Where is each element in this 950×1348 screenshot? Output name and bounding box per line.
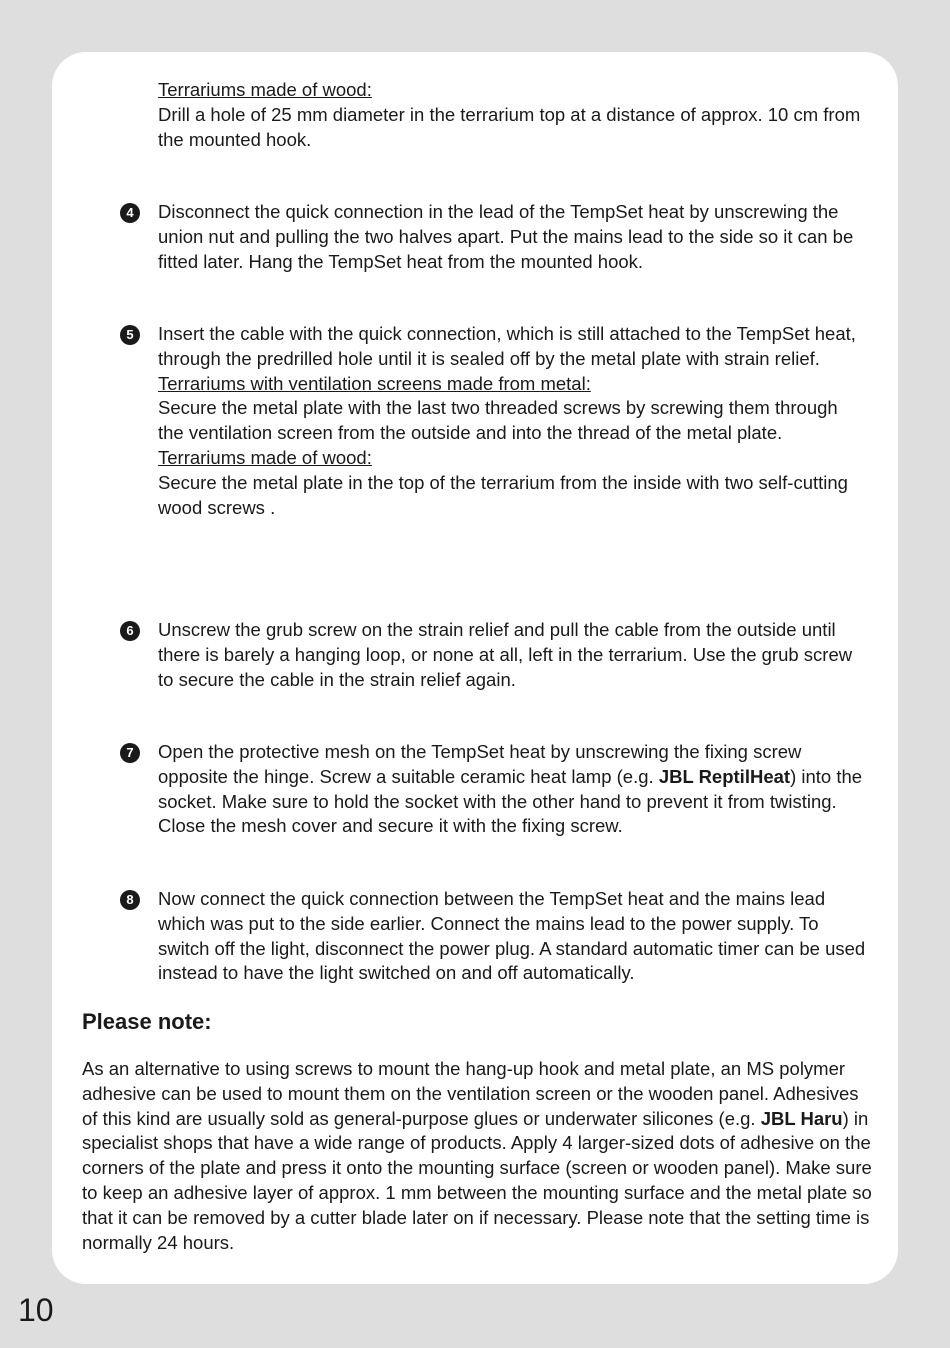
step-6-text: Unscrew the grub screw on the strain relief and pull the cable from the outside until there is barely a hanging loop, or none at all, left in the terrarium. Use the grub screw to secure the cable in the strain relief again. [158,619,853,690]
step-4-text: Disconnect the quick connection in the lead of the TempSet heat by unscrewing the union nut and pulling the two halves apart. Put the mains lead to the side so it can be fitted later. Hang the TempSet heat from the mounted hook. [158,201,854,272]
step-8-text: Now connect the quick connection between the TempSet heat and the mains lead which was put to the side earlier. Connect the mains lead to the power supply. To switch off the light, disconnect the power plug. A standard automatic timer can be used instead to have the light switched on and off automatically. [158,888,866,984]
step-5-metal-heading: Terrariums with ventilation screens made from metal: [158,372,591,394]
step-6 [126,618,868,692]
step-7-text-a: Open the protective mesh on the TempSet heat by unscrewing the fixing screw opposite the hinge. Screw a suitable ceramic heat lamp (e.g. [158,741,802,787]
step-wood-heading: Terrariums made of wood: [158,79,372,100]
page-number: 10 [18,1292,54,1328]
step-number-badge: 6 [120,621,140,641]
step-5-text: Insert the cable with the quick connection, which is still attached to the TempSet heat, through the predrilled hole until it is sealed off by the metal plate with strain relief. [158,323,856,369]
product-name-reptilheat: JBL ReptilHeat [658,765,791,787]
step-7-text-b: ) into the socket. Make sure to hold the socket with the other hand to prevent it from twisting. Close the mesh cover and secure it with the fixing screw. [158,765,863,837]
step-wood-block [158,78,868,152]
step-number-badge: 4 [120,203,140,223]
step-4 [126,200,868,274]
step-5-wood-heading: Terrariums made of wood: [158,446,372,468]
step-number-badge: 8 [120,890,140,910]
step-7 [126,740,868,839]
step-8 [126,887,868,986]
step-5 [126,322,868,520]
note-body [82,1057,872,1255]
note-title: Please note: [82,1009,212,1034]
step-number-badge: 5 [120,325,140,345]
step-7-text [158,740,868,839]
step-5-metal-text: Secure the metal plate with the last two threaded screws by screwing them through the ventilation screen from the outside and into the thread of the metal plate. [158,397,838,444]
note-text-b: ) in specialist shops that have a wide range of products. Apply 4 larger-sized dots of adhesive on the corners of the plate and press it onto the mounting surface (screen or wooden panel). Make sure to keep an adhesive layer of approx. 1 mm between the mounting surface and the metal plate so that it can be removed by a cutter blade later on if necessary. Please note that the setting time is normally 24 hours. [82,1107,872,1253]
product-name-haru: JBL Haru [760,1107,843,1129]
step-5-wood-text: Secure the metal plate in the top of the terrarium from the inside with two self-cutting wood screws . [158,471,848,518]
step-wood-text: Drill a hole of 25 mm diameter in the terrarium top at a distance of approx. 10 cm from the mounted hook. [158,103,861,150]
note-text-a: As an alternative to using screws to mount the hang-up hook and metal plate, an MS polymer adhesive can be used to mount them on the ventilation screen or the wooden panel. Adhesives of this kind are usually sold as general-purpose glues or underwater silicones (e.g. [82,1058,859,1129]
step-number-badge: 7 [120,743,140,763]
